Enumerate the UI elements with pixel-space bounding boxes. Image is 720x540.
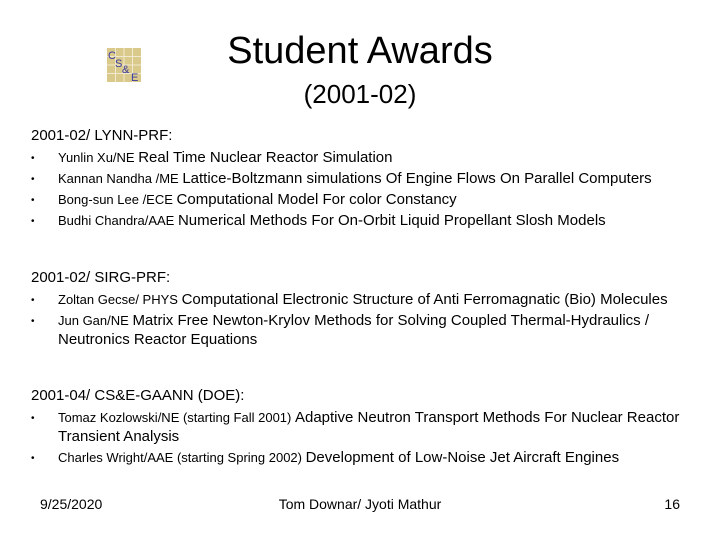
section-heading: 2001-02/ LYNN-PRF: (31, 127, 173, 144)
footer-date: 9/25/2020 (40, 496, 103, 512)
list-item: • Tomaz Kozlowski/NE (starting Fall 2001) Adaptive Neutron Transport Methods For Nuclear Reactor Transient Analysis (31, 409, 680, 445)
list-item: • Budhi Chandra/AAE Numerical Methods For On-Orbit Liquid Propellant Slosh Models (31, 212, 606, 229)
section-sirg-prf (31, 268, 711, 349)
cse-logo (107, 48, 141, 82)
list-item: • Charles Wright/AAE (starting Spring 2002) Development of Low-Noise Jet Aircraft Engines (31, 449, 620, 466)
list-item: • Jun Gan/NE Matrix Free Newton-Krylov Methods for Solving Coupled Thermal-Hydraulics / Neutronics Reactor Equations (31, 312, 650, 348)
svg-text:C: C (108, 50, 116, 62)
page-subtitle: (2001-02) (303, 79, 417, 109)
section-heading: 2001-02/ SIRG-PRF: (31, 269, 171, 286)
section-lynn-prf (31, 126, 711, 230)
list-item: • Zoltan Gecse/ PHYS Computational Electronic Structure of Anti Ferromagnatic (Bio) Molecules (31, 291, 668, 308)
svg-text:E: E (131, 72, 139, 82)
svg-text:S: S (115, 58, 123, 70)
list-item: • Kannan Nandha /ME Lattice-Boltzmann simulations Of Engine Flows On Parallel Computers (31, 170, 652, 187)
section-heading: 2001-04/ CS&E-GAANN (DOE): (31, 387, 245, 404)
page-title: Student Awards (227, 30, 493, 72)
section-cse-gaann (31, 386, 711, 467)
svg-text:&: & (122, 64, 130, 76)
list-item: • Yunlin Xu/NE Real Time Nuclear Reactor Simulation (31, 149, 393, 166)
footer-author: Tom Downar/ Jyoti Mathur (278, 496, 442, 512)
list-item: • Bong-sun Lee /ECE Computational Model For color Constancy (31, 191, 457, 208)
footer-page-number: 16 (664, 496, 680, 512)
